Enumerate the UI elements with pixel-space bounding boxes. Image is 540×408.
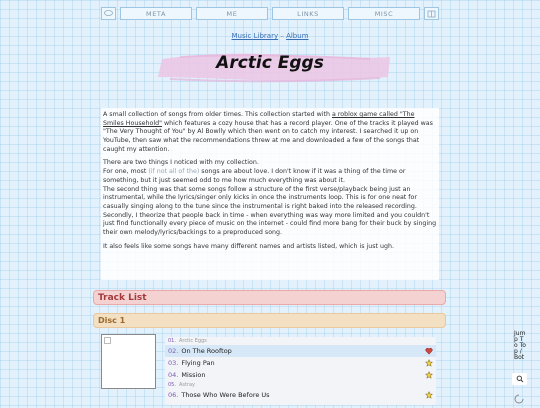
track-number: 02. xyxy=(168,347,179,355)
track-title: On The Rooftop xyxy=(181,347,232,355)
track-number: 06. xyxy=(168,391,179,399)
book-icon[interactable] xyxy=(424,7,439,20)
intro-text-segment: which features a cozy house that has a record player. One of the tracks it played was "The Very Thought of You" by Al Bowlly which then went on to catch my interest. I searched it up on YouTube, then saw what the recommendations threw at me and downloaded a few of the songs that caught my attention. xyxy=(103,119,433,153)
roblox-game-link[interactable]: a roblox game called "The Smiles Household" xyxy=(103,111,415,127)
track-row[interactable] xyxy=(165,369,436,381)
star-icon[interactable] xyxy=(425,371,433,379)
breadcrumb xyxy=(0,32,540,40)
track-row[interactable] xyxy=(165,357,436,369)
intro-paragraph-1 xyxy=(103,111,437,154)
breadcrumb-album-link[interactable]: Album xyxy=(286,32,309,40)
intro-text-segment: There are two things I noticed with my collection. xyxy=(103,159,259,167)
track-number: 03. xyxy=(168,359,179,367)
broken-image-icon xyxy=(104,337,111,344)
star-icon[interactable] xyxy=(425,359,433,367)
search-icon[interactable] xyxy=(512,373,527,385)
disc-heading: Disc 1 xyxy=(93,313,446,328)
track-number: 04. xyxy=(168,371,179,379)
jump-to-top-bottom-label[interactable]: Jump To Top / Bot xyxy=(514,330,526,361)
heart-icon[interactable] xyxy=(425,347,433,355)
intro-text xyxy=(101,108,439,280)
intro-paragraph-3: It also feels like some songs have many different names and artists listed, which is just ugh. xyxy=(103,242,394,250)
track-row[interactable] xyxy=(165,345,436,357)
album-cover xyxy=(101,334,156,389)
breadcrumb-separator: – xyxy=(280,32,284,40)
nav-tab-misc[interactable]: MISC xyxy=(348,7,420,20)
loading-spinner-icon xyxy=(514,389,524,408)
nav-tab-links[interactable]: LINKS xyxy=(272,7,344,20)
track-number: 05. xyxy=(168,382,176,388)
star-icon[interactable] xyxy=(425,391,433,399)
chat-bubble-icon[interactable] xyxy=(101,7,116,20)
track-title: Mission xyxy=(181,371,206,379)
breadcrumb-music-library-link[interactable]: Music Library xyxy=(231,32,279,40)
track-list xyxy=(165,337,436,405)
track-list-heading: Track List xyxy=(93,290,446,305)
intro-muted-aside: (if not all of the) xyxy=(148,168,200,176)
page-title: Arctic Eggs xyxy=(216,53,324,73)
track-group-header xyxy=(165,381,436,389)
nav-tab-meta[interactable]: META xyxy=(120,7,192,20)
track-group-header xyxy=(165,337,436,345)
track-title: Those Who Were Before Us xyxy=(181,391,270,399)
track-row[interactable] xyxy=(165,389,436,401)
intro-text-segment: For one, most xyxy=(103,168,149,176)
title-banner xyxy=(100,47,440,87)
intro-text-segment: A small collection of songs from older times. This collection started with xyxy=(103,111,332,118)
intro-text-segment: The second thing was that some songs follow a structure of the first verse/playback being just an instrumental, while the lyrics/singer only kicks in once the instruments loop. This is for one neat for casually singing along to the tune since the instrumental is right baked into the released recording. xyxy=(103,185,417,210)
intro-text-segment: songs are about love. I don't know if it was a thing of the time or something, but it just seemed odd to me how much everything was about it. xyxy=(103,168,406,184)
track-number: 01. xyxy=(168,338,176,344)
intro-text-segment: Secondly, I theorize that people back in time - when everything was way more limited and you couldn't just find functionally every piece of music on the internet - could find more bang for their buck by singing their own melody/lyrics/backings to a preproduced song. xyxy=(103,211,437,236)
intro-paragraph-2 xyxy=(103,159,437,237)
track-artist: Arctic Eggs xyxy=(178,338,207,344)
top-nav xyxy=(101,7,439,22)
track-artist: Astray xyxy=(178,382,196,388)
track-title: Flying Pan xyxy=(181,359,215,367)
nav-tab-me[interactable]: ME xyxy=(196,7,268,20)
